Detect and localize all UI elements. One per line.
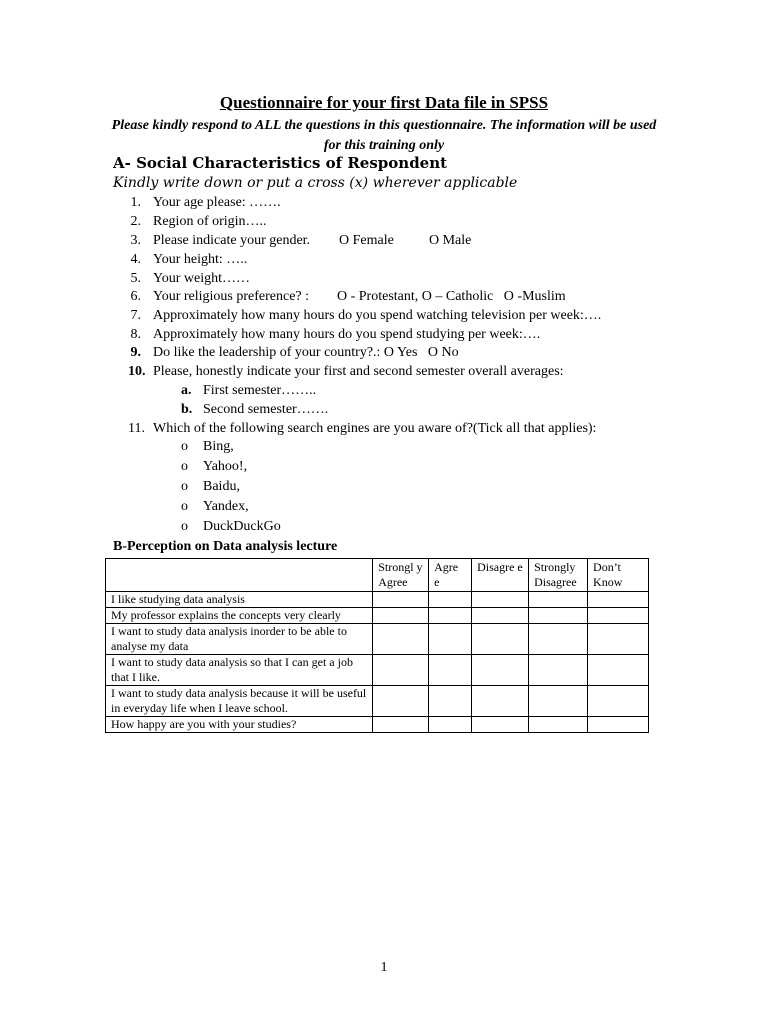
page-number: 1 (380, 960, 388, 975)
response-cell[interactable] (429, 655, 472, 686)
checkbox-bullet-icon: o (181, 519, 188, 534)
semester-letter: a. (181, 383, 192, 398)
table-header-row (106, 559, 649, 592)
table-header-blank (106, 559, 373, 592)
statement-cell: I want to study data analysis so that I can get a job that I like. (106, 655, 373, 686)
response-cell[interactable] (588, 592, 649, 608)
column-header: Strongly Disagree (529, 559, 588, 592)
response-cell[interactable] (529, 686, 588, 717)
semester-text: First semester…….. (203, 383, 317, 398)
question-text: Which of the following search engines are you aware of?(Tick all that applies): (153, 421, 597, 436)
question-number: 7. (130, 308, 141, 323)
question-number: 6. (130, 289, 141, 304)
column-header: Don’t Know (588, 559, 649, 592)
column-header: Agre e (429, 559, 472, 592)
question-text: Do like the leadership of your country?.: O Yes O No (153, 345, 459, 360)
search-engine-label: Yandex, (203, 499, 249, 514)
section-a-instruction: Kindly write down or put a cross (x) wherever applicable (113, 175, 518, 191)
response-cell[interactable] (529, 655, 588, 686)
response-cell[interactable] (373, 592, 429, 608)
question-text: Your height: ….. (153, 252, 248, 267)
response-cell[interactable] (529, 608, 588, 624)
column-header: Disagre e (472, 559, 529, 592)
response-cell[interactable] (373, 686, 429, 717)
statement-cell: I want to study data analysis because it will be useful in everyday life when I leave school. (106, 686, 373, 717)
table-row (106, 717, 649, 733)
question-text: Please, honestly indicate your first and second semester overall averages: (153, 364, 564, 379)
question-number: 1. (130, 195, 141, 210)
table-row (106, 686, 649, 717)
question-number: 3. (130, 233, 141, 248)
statement-cell: I like studying data analysis (106, 592, 373, 608)
checkbox-bullet-icon: o (181, 479, 188, 494)
semester-letter: b. (181, 402, 193, 417)
response-cell[interactable] (472, 717, 529, 733)
response-cell[interactable] (373, 624, 429, 655)
question-number: 9. (130, 345, 141, 360)
question-text: Your religious preference? : (153, 289, 310, 304)
section-a-heading: A- Social Characteristics of Respondent (113, 154, 448, 172)
response-cell[interactable] (373, 717, 429, 733)
section-b-heading: B-Perception on Data analysis lecture (113, 539, 338, 554)
checkbox-bullet-icon: o (181, 459, 188, 474)
response-cell[interactable] (588, 686, 649, 717)
page-subtitle: Please kindly respond to ALL the questions in this questionnaire. The information will be used for this training only (111, 118, 657, 153)
table-row (106, 608, 649, 624)
table-row (106, 592, 649, 608)
statement-cell: How happy are you with your studies? (106, 717, 373, 733)
gender-option-male[interactable]: O Male (429, 233, 472, 248)
perception-table (105, 558, 649, 733)
response-cell[interactable] (588, 608, 649, 624)
search-engine-label: Bing, (203, 439, 234, 454)
table-row (106, 655, 649, 686)
search-engine-label: Yahoo!, (203, 459, 248, 474)
search-engine-label: Baidu, (203, 479, 240, 494)
response-cell[interactable] (588, 717, 649, 733)
table-row (106, 624, 649, 655)
response-cell[interactable] (472, 608, 529, 624)
gender-option-female[interactable]: O Female (339, 233, 394, 248)
response-cell[interactable] (373, 655, 429, 686)
question-number: 5. (130, 271, 141, 286)
page-title: Questionnaire for your first Data file in SPSS (219, 93, 549, 112)
question-number: 11. (128, 421, 145, 436)
response-cell[interactable] (588, 624, 649, 655)
checkbox-bullet-icon: o (181, 439, 188, 454)
question-text: Your age please: ……. (153, 195, 281, 210)
response-cell[interactable] (529, 592, 588, 608)
response-cell[interactable] (373, 608, 429, 624)
response-cell[interactable] (429, 592, 472, 608)
question-text: Region of origin….. (153, 214, 267, 229)
response-cell[interactable] (472, 624, 529, 655)
search-engine-label: DuckDuckGo (203, 519, 281, 534)
semester-text: Second semester……. (203, 402, 329, 417)
response-cell[interactable] (429, 717, 472, 733)
response-cell[interactable] (472, 686, 529, 717)
religion-options[interactable]: O - Protestant, O – Catholic O -Muslim (337, 289, 566, 304)
question-text: Your weight…… (153, 271, 250, 286)
statement-cell: My professor explains the concepts very clearly (106, 608, 373, 624)
response-cell[interactable] (529, 624, 588, 655)
column-header: Strongl y Agree (373, 559, 429, 592)
question-number: 10. (128, 364, 146, 379)
response-cell[interactable] (429, 608, 472, 624)
response-cell[interactable] (588, 655, 649, 686)
response-cell[interactable] (472, 592, 529, 608)
response-cell[interactable] (529, 717, 588, 733)
response-cell[interactable] (429, 686, 472, 717)
response-cell[interactable] (429, 624, 472, 655)
question-text: Please indicate your gender. (153, 233, 311, 248)
statement-cell: I want to study data analysis inorder to be able to analyse my data (106, 624, 373, 655)
question-text: Approximately how many hours do you spend studying per week:…. (153, 327, 541, 342)
question-number: 2. (130, 214, 141, 229)
response-cell[interactable] (472, 655, 529, 686)
question-number: 8. (130, 327, 141, 342)
question-text: Approximately how many hours do you spend watching television per week:…. (153, 308, 602, 323)
question-number: 4. (130, 252, 141, 267)
checkbox-bullet-icon: o (181, 499, 188, 514)
